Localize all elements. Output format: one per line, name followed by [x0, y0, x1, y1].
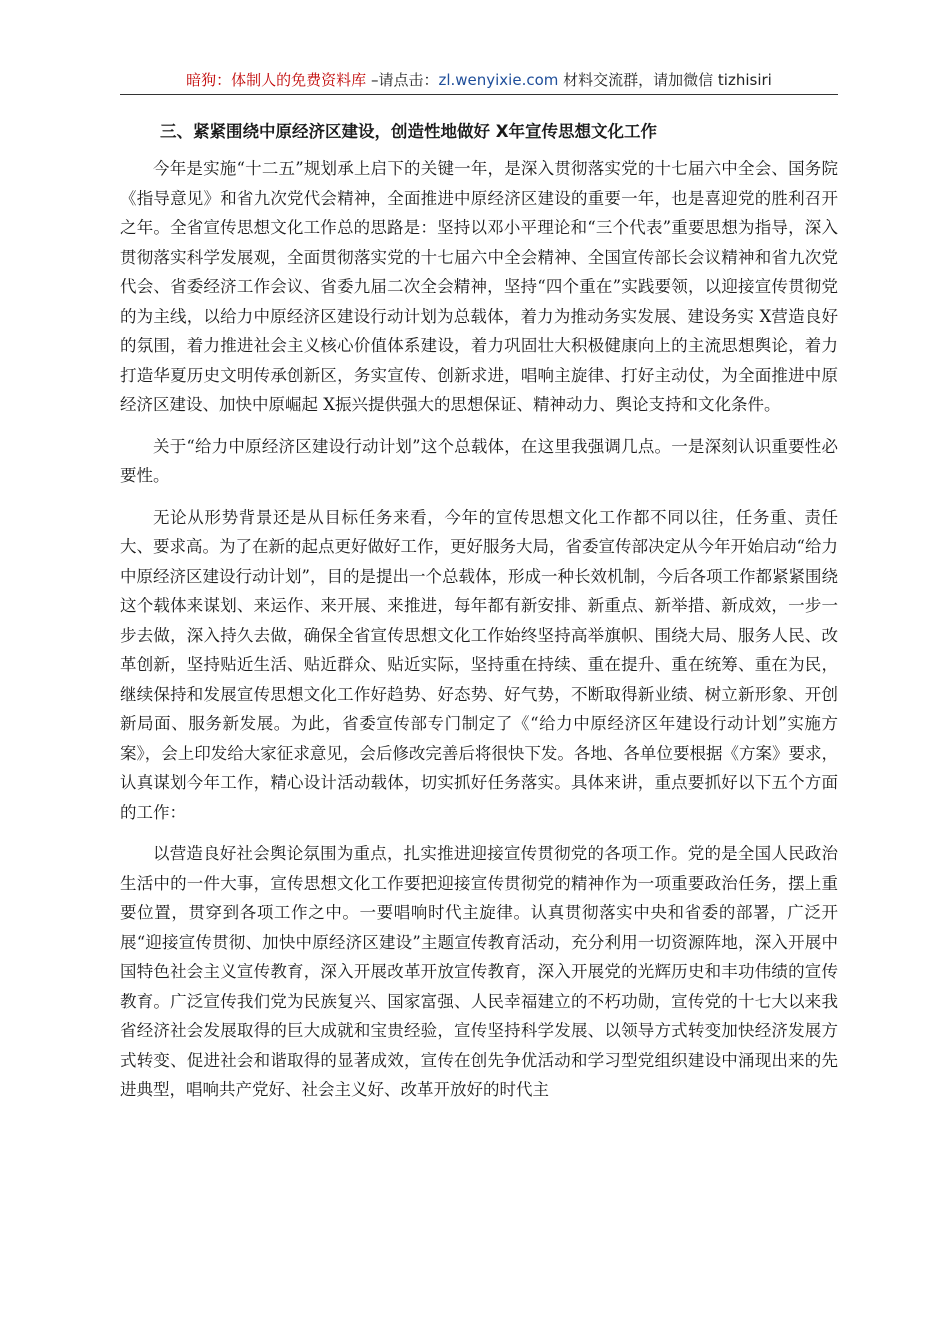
paragraph: 今年是实施“十二五”规划承上启下的关键一年，是深入贯彻落实党的十七届六中全会、国务院《指导意见》和省九次党代会精神，全面推进中原经济区建设的重要一年，也是喜迎党的胜利召开之年。全省宣传思想文化工作总的思路是：坚持以邓小平理论和“三个代表”重要思想为指导，深入贯彻落实科学发展观，全面贯彻落实党的十七届六中全会精神、全国宣传部长会议精神和省九次党代会、省委经济工作会议、省委九届二次全会精神，坚持“四个重在”实践要领，以迎接宣传贯彻党的为主线，以给力中原经济区建设行动计划为总载体，着力为推动务实发展、建设务实 X营造良好的氛围，着力推进社会主义核心价值体系建设，着力巩固壮大积极健康向上的主流思想舆论，着力打造华夏历史文明传承创新区，务实宣传、创新求进，唱响主旋律、打好主动仗，为全面推进中原经济区建设、加快中原崛起 X振兴提供强大的思想保证、精神动力、舆论支持和文化条件。 — [120, 159, 838, 414]
paragraph: 以营造良好社会舆论氛围为重点，扎实推进迎接宣传贯彻党的各项工作。党的是全国人民政治生活中的一件大事，宣传思想文化工作要把迎接宣传贯彻党的精神作为一项重要政治任务，摆上重要位置，贯穿到各项工作之中。一要唱响时代主旋律。认真贯彻落实中央和省委的部署，广泛开展“迎接宣传贯彻、加快中原经济区建设”主题宣传教育活动，充分利用一切资源阵地，深入开展中国特色社会主义宣传教育，深入开展改革开放宣传教育，深入开展党的光辉历史和丰功伟绩的宣传教育。广泛宣传我们党为民族复兴、国家富强、人民幸福建立的不朽功勋，宣传党的十七大以来我省经济社会发展取得的巨大成就和宝贵经验，宣传坚持科学发展、以领导方式转变加快经济发展方式转变、促进社会和谐取得的显著成效，宣传在创先争优活动和学习型党组织建设中涌现出来的先进典型，唱响共产党好、社会主义好、改革开放好的时代主 — [120, 844, 838, 1099]
paragraph: 关于“给力中原经济区建设行动计划”这个总载体，在这里我强调几点。一是深刻认识重要性必要性。 — [120, 436, 838, 485]
header-site-name: 暗狗：体制人的免费资料库 — [186, 71, 367, 89]
header-click-prompt: –请点击： — [366, 71, 439, 89]
header-url-link[interactable]: zl.wenyixie.com — [438, 71, 559, 89]
paragraph: 无论从形势背景还是从目标任务来看，今年的宣传思想文化工作都不同以往，任务重、责任大、要求高。为了在新的起点更好做好工作，更好服务大局，省委宣传部决定从今年开始启动“给力中原经济区建设行动计划”，目的是提出一个总载体，形成一种长效机制，今后各项工作都紧紧围绕这个载体来谋划、来运作、来开展、来推进，每年都有新安排、新重点、新举措、新成效，一步一步去做，深入持久去做，确保全省宣传思想文化工作始终坚持高举旗帜、围绕大局、服务人民、改革创新，坚持贴近生活、贴近群众、贴近实际，坚持重在持续、重在提升、重在统筹、重在为民，继续保持和发展宣传思想文化工作好趋势、好态势、好气势，不断取得新业绩、树立新形象、开创新局面、服务新发展。为此，省委宣传部专门制定了《“给力中原经济区年建设行动计划”实施方案》，会上印发给大家征求意见，会后修改完善后将很快下发。各地、各单位要根据《方案》要求，认真谋划今年工作，精心设计活动载体，切实抓好任务落实。具体来讲，重点要抓好以下五个方面的工作： — [120, 507, 838, 822]
page-header — [120, 68, 838, 95]
header-group-text: 材料交流群，请加微信 tizhisiri — [558, 71, 772, 89]
document-body — [120, 118, 838, 1117]
section-heading: 三、紧紧围绕中原经济区建设，创造性地做好 X年宣传思想文化工作 — [160, 122, 657, 141]
